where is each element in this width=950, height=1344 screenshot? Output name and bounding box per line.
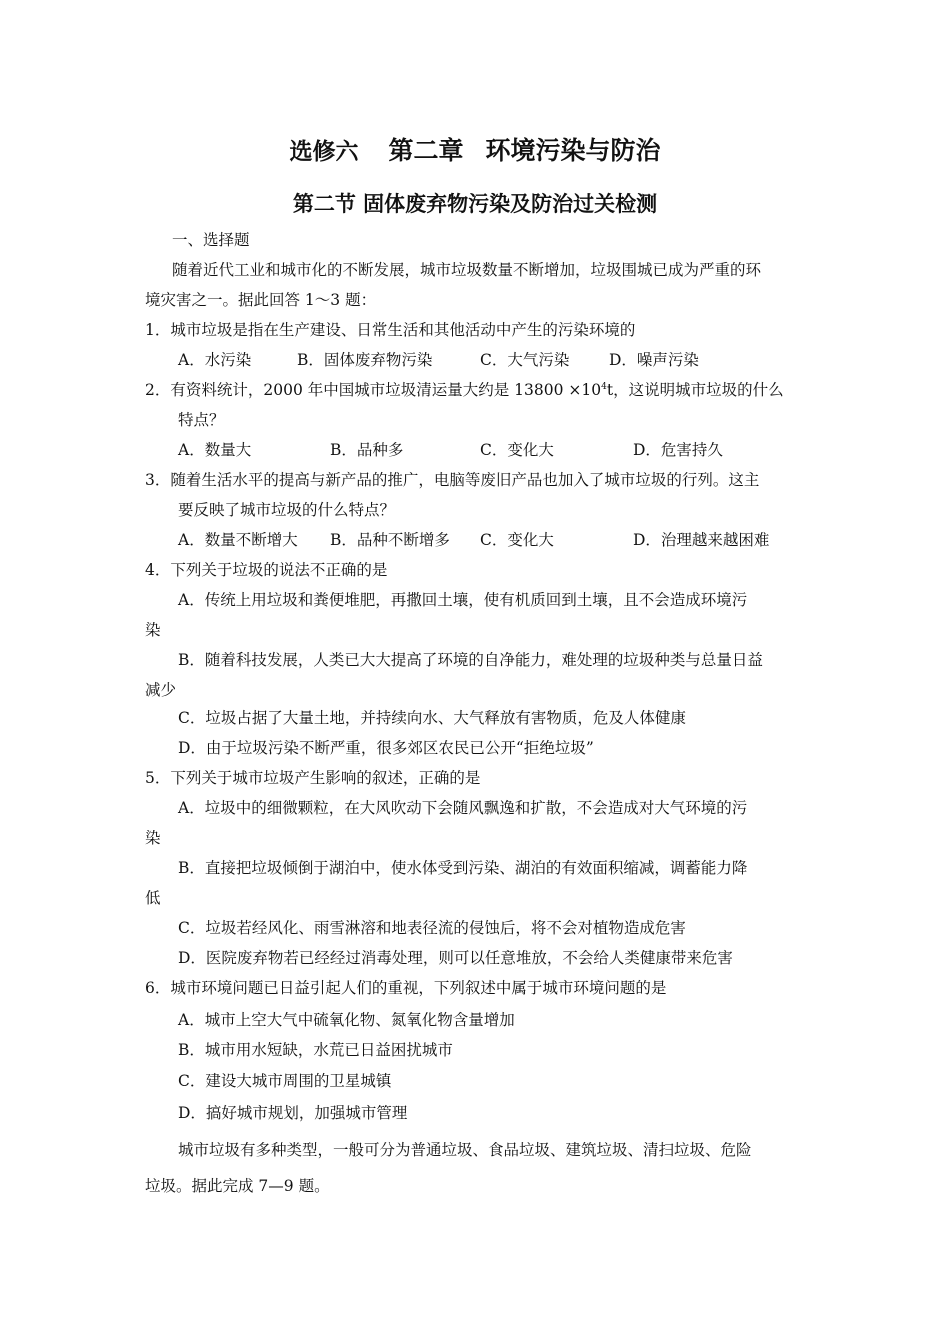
- chapter-heading: [0, 136, 950, 167]
- question-3-stem: 3．随着生活水平的提高与新产品的推广，电脑等废旧产品也加入了城市垃圾的行列。这主: [145, 471, 760, 489]
- question-5-option-a: A．垃圾中的细微颗粒，在大风吹动下会随风飘逸和扩散，不会造成对大气环境的污: [178, 799, 748, 817]
- intro-paragraph-line: 城市垃圾有多种类型，一般可分为普通垃圾、食品垃圾、建筑垃圾、清扫垃圾、危险: [178, 1141, 752, 1159]
- question-3-stem-continued: 要反映了城市垃圾的什么特点？: [178, 501, 396, 519]
- question-4-option-a-continued: 染: [145, 621, 161, 639]
- question-4-option-b: B．随着科技发展，人类已大大提高了环境的自净能力，难处理的垃圾种类与总量日益: [178, 651, 763, 669]
- question-2-option-a: A．数量大: [178, 441, 252, 459]
- section-title: 第二节 固体废弃物污染及防治过关检测: [292, 192, 658, 216]
- question-2-option-b: B．品种多: [330, 441, 404, 459]
- question-6-option-a: A．城市上空大气中硫氧化物、氮氧化物含量增加: [178, 1011, 515, 1029]
- chapter-title: 环境污染与防治: [485, 136, 661, 165]
- question-3-option-d: D．治理越来越困难: [633, 531, 770, 549]
- intro-paragraph-line: 随着近代工业和城市化的不断发展，城市垃圾数量不断增加，垃圾围城已成为严重的环: [172, 261, 762, 279]
- question-5-option-d: D．医院废弃物若已经经过消毒处理，则可以任意堆放，不会给人类健康带来危害: [178, 949, 733, 967]
- intro-paragraph-line: 境灾害之一。据此回答 1～3 题：: [145, 291, 377, 309]
- question-5-option-b: B．直接把垃圾倾倒于湖泊中，使水体受到污染、湖泊的有效面积缩减，调蓄能力降: [178, 859, 748, 877]
- question-1-option-b: B．固体废弃物污染: [297, 351, 433, 369]
- course-label: 选修六: [289, 139, 359, 165]
- question-1-stem: 1．城市垃圾是指在生产建设、日常生活和其他活动中产生的污染环境的: [145, 321, 636, 339]
- chapter-label: 第二章: [388, 136, 464, 165]
- question-2-stem-continued: 特点？: [178, 411, 225, 429]
- question-5-option-b-continued: 低: [145, 889, 161, 907]
- question-4-option-c: C．垃圾占据了大量土地，并持续向水、大气释放有害物质，危及人体健康: [178, 709, 686, 727]
- question-4-option-b-continued: 减少: [145, 681, 177, 699]
- part-label: 一、选择题: [172, 231, 250, 249]
- question-5-stem: 5．下列关于城市垃圾产生影响的叙述，正确的是: [145, 769, 481, 787]
- question-4-option-d: D．由于垃圾污染不断严重，很多郊区农民已公开“拒绝垃圾”: [178, 739, 594, 757]
- question-5-option-c: C．垃圾若经风化、雨雪淋溶和地表径流的侵蚀后，将不会对植物造成危害: [178, 919, 686, 937]
- question-6-option-c: C．建设大城市周围的卫星城镇: [178, 1072, 392, 1090]
- question-3-option-c: C．变化大: [480, 531, 554, 549]
- question-6-option-d: D．搞好城市规划，加强城市管理: [178, 1104, 408, 1122]
- question-1-option-c: C．大气污染: [480, 351, 570, 369]
- question-3-option-a: A．数量不断增大: [178, 531, 298, 549]
- question-1-option-d: D．噪声污染: [609, 351, 699, 369]
- question-3-option-b: B．品种不断增多: [330, 531, 450, 549]
- question-2-option-c: C．变化大: [480, 441, 554, 459]
- question-2-stem: [145, 380, 784, 400]
- question-5-option-a-continued: 染: [145, 829, 161, 847]
- question-6-stem: 6．城市环境问题已日益引起人们的重视，下列叙述中属于城市环境问题的是: [145, 979, 667, 997]
- question-6-option-b: B．城市用水短缺，水荒已日益困扰城市: [178, 1041, 453, 1059]
- question-1-option-a: A．水污染: [178, 351, 252, 369]
- exponent: 4: [601, 382, 607, 392]
- question-2-stem-text: 2．有资料统计，2000 年中国城市垃圾清运量大约是 13800 ×10: [145, 381, 602, 399]
- question-2-option-d: D．危害持久: [633, 441, 723, 459]
- question-4-stem: 4．下列关于垃圾的说法不正确的是: [145, 561, 388, 579]
- question-4-option-a: A．传统上用垃圾和粪便堆肥，再撒回土壤，使有机质回到土壤，且不会造成环境污: [178, 591, 748, 609]
- question-2-stem-text-end: t，这说明城市垃圾的什么: [606, 381, 784, 399]
- intro-paragraph-line: 垃圾。据此完成 7—9 题。: [145, 1177, 330, 1195]
